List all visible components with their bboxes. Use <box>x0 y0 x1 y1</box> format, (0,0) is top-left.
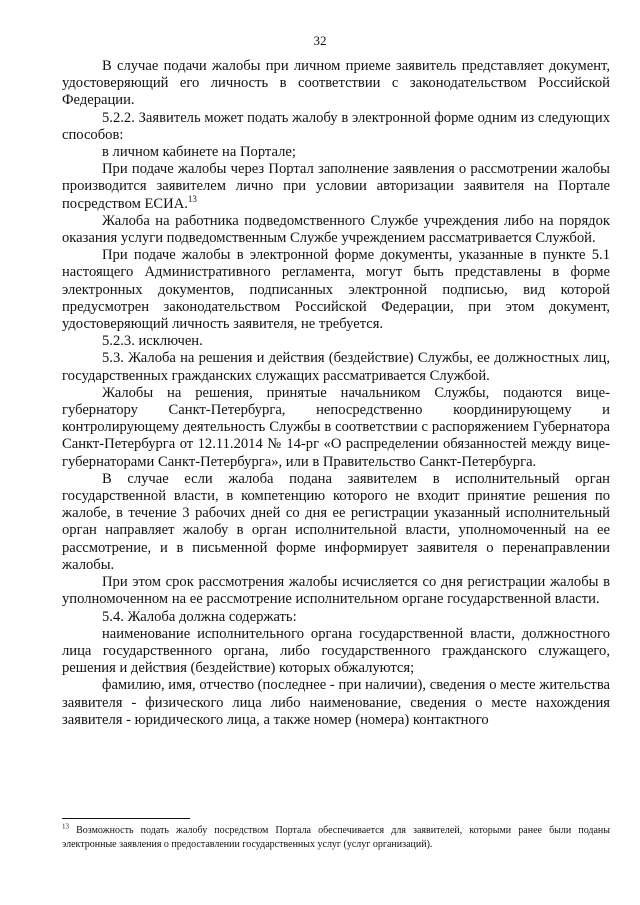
page-number: 32 <box>313 33 327 48</box>
paragraph-5-4: 5.4. Жалоба должна содержать: <box>102 608 297 625</box>
paragraph-electronic-documents: При подаче жалобы в электронной форме документы, указанные в пункте 5.1 настоящего Административного регламента, могут быть представлены в форме электронных документов, подписанных электронной подписью, вид которой предусмотрен законодательством Российской Федерации, при этом документ, удостоверяющий личность заявителя, не требуется. <box>62 247 610 333</box>
paragraph-5-2-3: 5.2.3. исключен. <box>102 333 203 350</box>
document-body <box>62 58 610 729</box>
paragraph-portal-submission-text: При подаче жалобы через Портал заполнение заявления о рассмотрении жалобы производится заявителем лично при условии авторизации заявителя на Портале посредством ЕСИА. <box>62 161 610 212</box>
paragraph-portal-submission <box>62 161 610 213</box>
paragraph-personal-submission: В случае подачи жалобы при личном приеме заявитель представляет документ, удостоверяющий его личность в соответствии с законодательством Российской Федерации. <box>62 58 610 109</box>
footnote-divider <box>62 818 190 819</box>
paragraph-review-term: При этом срок рассмотрения жалобы исчисляется со дня регистрации жалобы в уполномоченном на ее рассмотрение исполнительном органе государственной власти. <box>62 574 610 608</box>
paragraph-subordinate-institution: Жалоба на работника подведомственного Службе учреждения либо на порядок оказания услуги подведомственным Службе учреждением рассматривается Службой. <box>62 212 610 247</box>
paragraph-redirection: В случае если жалоба подана заявителем в исполнительный орган государственной власти, в компетенцию которого не входит принятие решения по жалобе, в течение 3 рабочих дней со дня ее регистрации указанный исполнительный орган направляет жалобу в орган исполнительной власти, уполномоченный на ее рассмотрение, и в письменной форме информирует заявителя о перенаправлении жалобы. <box>62 470 610 573</box>
footnote-marker: 13 <box>62 822 69 831</box>
paragraph-portal-cabinet: в личном кабинете на Портале; <box>102 144 296 161</box>
footnote-reference: 13 <box>187 193 197 204</box>
paragraph-head-decisions: Жалобы на решения, принятые начальником Службы, подаются вице-губернатору Санкт-Петербурга, непосредственно координирующему и контролирующему деятельность Службы в соответствии с распоряжением Губернатора Санкт-Петербурга от 12.11.2014 № 14-рг «О распределении обязанностей между вице-губернаторами Санкт-Петербурга», или в Правительство Санкт-Петербурга. <box>62 384 610 470</box>
paragraph-authority-name: наименование исполнительного органа государственной власти, должностного лица государственного органа, либо государственного гражданского служащего, решения и действия (бездействие) которых обжалуются; <box>62 625 610 677</box>
footnote <box>62 824 610 852</box>
footnote-text: Возможность подать жалобу посредством Портала обеспечивается для заявителей, которыми ранее были поданы электронные заявления о предоставлении государственных услуг (услуг организаций). <box>62 825 610 850</box>
paragraph-applicant-details: фамилию, имя, отчество (последнее - при наличии), сведения о месте жительства заявителя - физического лица либо наименование, сведения о месте нахождения заявителя - юридического лица, а также номер (номера) контактного <box>62 677 610 728</box>
paragraph-5-3: 5.3. Жалоба на решения и действия (бездействие) Службы, ее должностных лиц, государственных гражданских служащих рассматривается Службой. <box>62 350 610 384</box>
paragraph-5-2-2: 5.2.2. Заявитель может подать жалобу в электронной форме одним из следующих способов: <box>62 109 610 143</box>
